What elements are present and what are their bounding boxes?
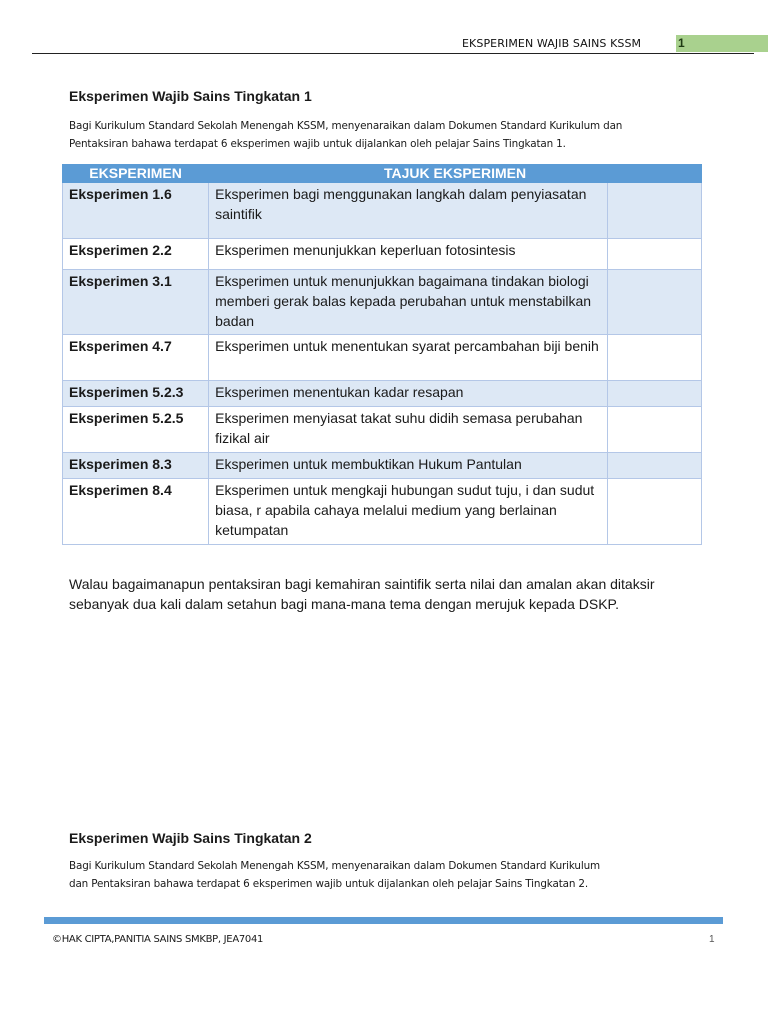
- section1-intro-line1: Bagi Kurikulum Standard Sekolah Menengah KSSM, menyenaraikan dalam Dokumen Standard Kurikulum dan: [69, 120, 623, 132]
- footer-copyright: ©HAK CIPTA,PANITIA SAINS SMKBP, JEA7041: [52, 934, 264, 945]
- section1-title: Eksperimen Wajib Sains Tingkatan 1: [69, 88, 312, 104]
- table-row: [63, 270, 702, 335]
- table-row: [63, 407, 702, 453]
- experiment-extra: [608, 381, 702, 407]
- experiment-id: Eksperimen 5.2.5: [63, 407, 209, 453]
- experiment-id: Eksperimen 1.6: [63, 183, 209, 239]
- experiments-table: [62, 164, 702, 545]
- header-page-number: 1: [676, 35, 768, 52]
- experiment-id: Eksperimen 3.1: [63, 270, 209, 335]
- experiment-title: Eksperimen menyiasat takat suhu didih semasa perubahan fizikal air: [209, 407, 608, 453]
- experiment-id: Eksperimen 2.2: [63, 239, 209, 270]
- footer-page-number: 1: [709, 934, 715, 945]
- section1-intro: [69, 117, 709, 153]
- experiment-extra: [608, 335, 702, 381]
- experiment-id: Eksperimen 8.3: [63, 453, 209, 479]
- footer-divider-bar: [44, 917, 723, 924]
- table-row: [63, 453, 702, 479]
- section2-intro-line1: Bagi Kurikulum Standard Sekolah Menengah KSSM, menyenaraikan dalam Dokumen Standard Kurikulum: [69, 860, 600, 872]
- experiment-id: Eksperimen 8.4: [63, 479, 209, 545]
- experiment-extra: [608, 270, 702, 335]
- experiment-title: Eksperimen untuk menunjukkan bagaimana tindakan biologi memberi gerak balas kepada perubahan untuk menstabilkan badan: [209, 270, 608, 335]
- experiment-extra: [608, 183, 702, 239]
- experiment-extra: [608, 239, 702, 270]
- section1-intro-line2: Pentaksiran bahawa terdapat 6 eksperimen wajib untuk dijalankan oleh pelajar Sains Tingkatan 1.: [69, 138, 566, 150]
- experiment-id: Eksperimen 5.2.3: [63, 381, 209, 407]
- table-header-row: [63, 165, 702, 183]
- table-row: [63, 183, 702, 239]
- experiment-extra: [608, 407, 702, 453]
- experiment-title: Eksperimen untuk membuktikan Hukum Pantulan: [209, 453, 608, 479]
- experiment-extra: [608, 453, 702, 479]
- section2-intro: [69, 857, 709, 893]
- experiment-title: Eksperimen untuk mengkaji hubungan sudut tuju, i dan sudut biasa, r apabila cahaya melalui medium yang berlainan ketumpatan: [209, 479, 608, 545]
- column-header-experiment: EKSPERIMEN: [63, 165, 209, 183]
- section2-intro-line2: dan Pentaksiran bahawa terdapat 6 eksperimen wajib untuk dijalankan oleh pelajar Sains Tingkatan 2.: [69, 878, 589, 890]
- assessment-paragraph: Walau bagaimanapun pentaksiran bagi kemahiran saintifik serta nilai dan amalan akan ditaksir sebanyak dua kali dalam setahun bagi mana-mana tema dengan merujuk kepada DSKP.: [69, 576, 655, 612]
- table-row: [63, 335, 702, 381]
- table-row: [63, 239, 702, 270]
- column-header-title: TAJUK EKSPERIMEN: [209, 165, 702, 183]
- experiment-extra: [608, 479, 702, 545]
- header-divider: [32, 53, 754, 54]
- table-row: [63, 381, 702, 407]
- experiment-id: Eksperimen 4.7: [63, 335, 209, 381]
- section2-title: Eksperimen Wajib Sains Tingkatan 2: [69, 830, 312, 846]
- experiment-title: Eksperimen untuk menentukan syarat percambahan biji benih: [209, 335, 608, 381]
- experiment-title: Eksperimen menentukan kadar resapan: [209, 381, 608, 407]
- header-title: EKSPERIMEN WAJIB SAINS KSSM: [462, 37, 642, 50]
- experiment-title: Eksperimen menunjukkan keperluan fotosintesis: [209, 239, 608, 270]
- experiment-title: Eksperimen bagi menggunakan langkah dalam penyiasatan saintifik: [209, 183, 608, 239]
- table-row: [63, 479, 702, 545]
